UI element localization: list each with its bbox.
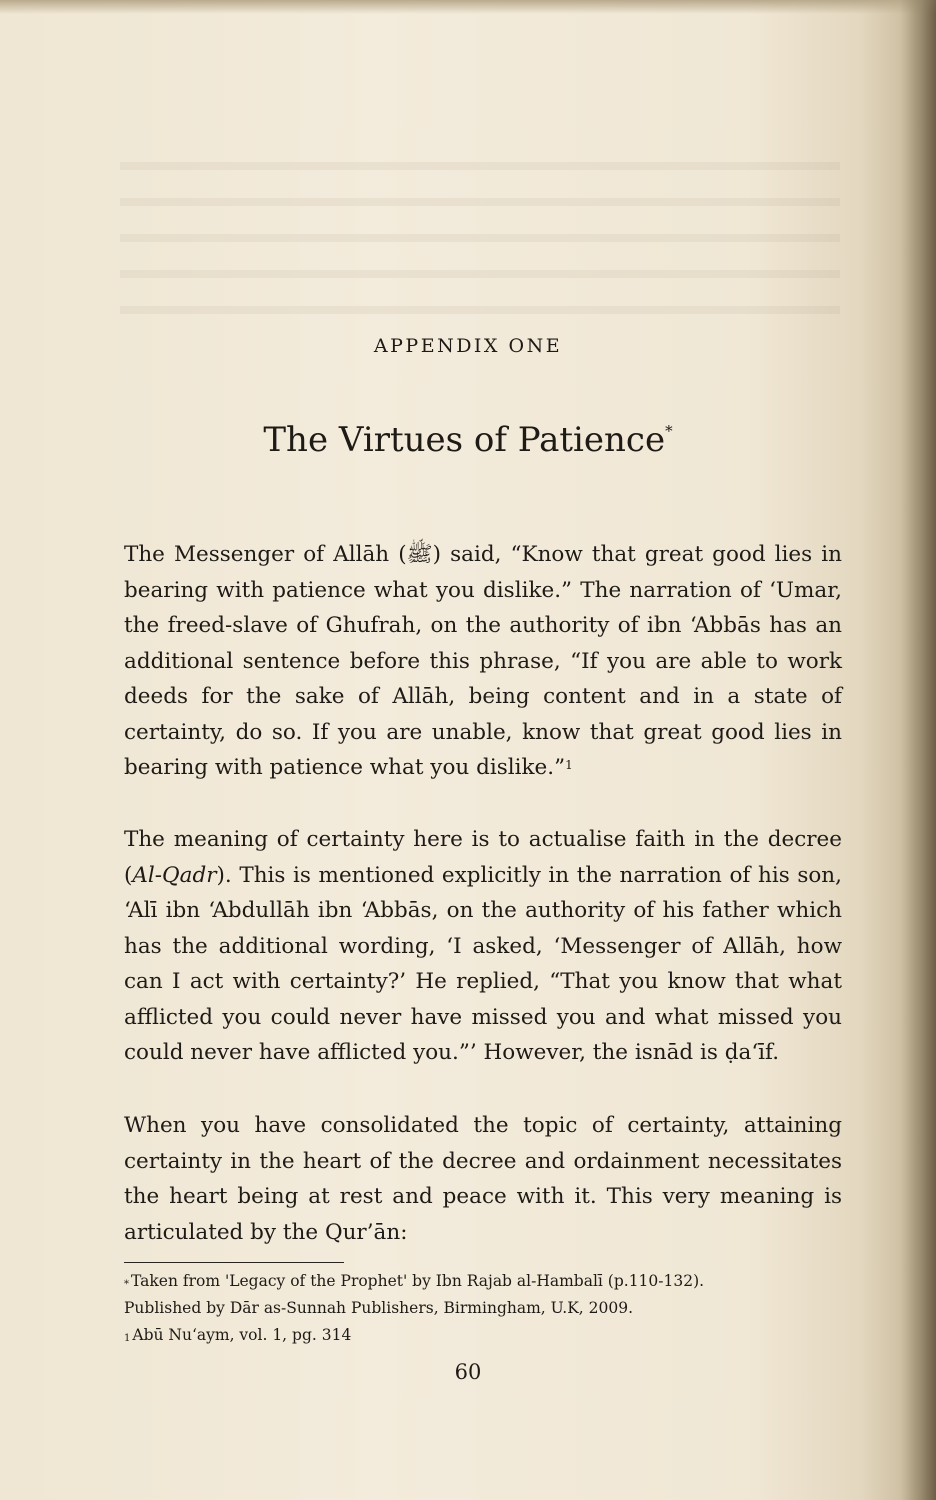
title-footnote-mark: * xyxy=(665,422,673,440)
title-text: The Virtues of Patience xyxy=(263,420,666,460)
paragraph-2-text-b: ). This is mentioned explicitly in the narration of his son, ‘Alī ibn ‘Abdullāh ibn ‘Abbās, on the authority of his father which has the additional wording, ‘I asked, ‘Messenger of Allāh, how can I act with certainty?’ He replied, “That you know that what afflicted you could never have missed you and what missed you could never have afflicted you.”’ However, the isnād is ḍa‘īf. xyxy=(124,862,842,1065)
footnote-item xyxy=(124,1268,842,1295)
footnote-mark: * xyxy=(124,1279,129,1290)
footnote-text: Taken from 'Legacy of the Prophet' by Ibn Rajab al-Hambalī (p.110-132). xyxy=(131,1272,705,1290)
page-title xyxy=(0,420,936,460)
paragraph-3: When you have consolidated the topic of certainty, attaining certainty in the heart of the decree and ordainment necessitates the heart being at rest and peace with it. This very meaning is articulated by the Qur’ān: xyxy=(124,1113,842,1245)
footnotes xyxy=(124,1268,842,1349)
footnote-mark: 1 xyxy=(124,1333,131,1344)
footnote-item xyxy=(124,1295,842,1322)
paragraph-2-emphasis: Al-Qadr xyxy=(132,862,217,888)
page-number: 60 xyxy=(454,1360,482,1384)
footnote-divider xyxy=(124,1262,344,1263)
book-gutter-edge xyxy=(900,0,936,1500)
bleed-through-text xyxy=(120,140,840,330)
top-edge-shadow xyxy=(0,0,936,14)
paragraph-1-text: The Messenger of Allāh (ﷺ) said, “Know that great good lies in bearing with patience what you dislike.” The narration of ‘Umar, the freed-slave of Ghufrah, on the authority of ibn ‘Abbās has an additional sentence before this phrase, “If you are able to work deeds for the sake of Allāh, being content and in a state of certainty, do so. If you are unable, know that great good lies in bearing with patience what you dislike.” xyxy=(124,542,842,780)
paragraph-2-text-a: The meaning of certainty here is to actualise faith in the decree ( xyxy=(124,827,842,888)
appendix-label: APPENDIX ONE xyxy=(373,335,563,357)
footnote-text: Abū Nu‘aym, vol. 1, pg. 314 xyxy=(132,1326,352,1344)
paragraph-1 xyxy=(124,537,842,786)
footnote-text: Published by Dār as-Sunnah Publishers, Birmingham, U.K, 2009. xyxy=(124,1299,634,1317)
footnote-ref-1: 1 xyxy=(565,758,573,772)
footnote-item xyxy=(124,1322,842,1349)
paragraph-2 xyxy=(124,822,842,1071)
